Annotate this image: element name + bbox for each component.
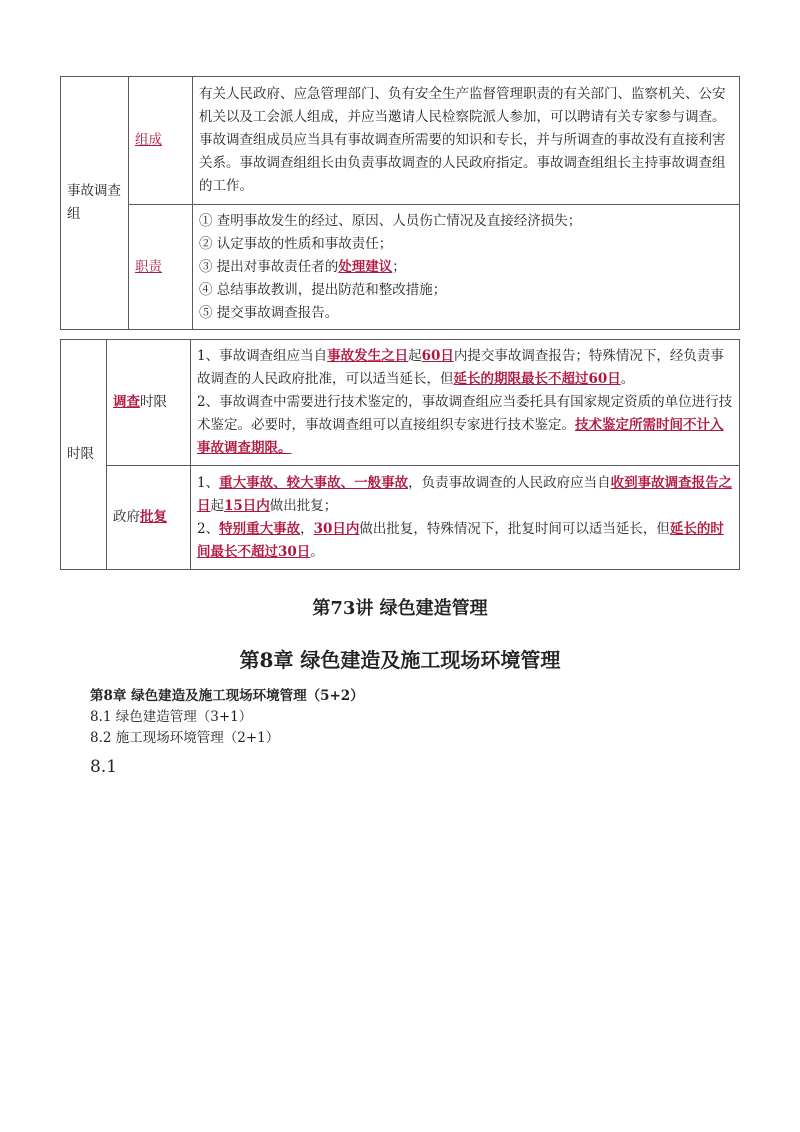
outline-current-section: 8.1: [90, 757, 118, 777]
text-run: 。: [620, 371, 635, 387]
investigation-limit-content: [191, 340, 740, 466]
emphasis-text: 特别重大事故: [219, 520, 301, 537]
text-run: 2、: [197, 520, 220, 537]
government-approval-content: [191, 466, 740, 570]
group-label: 时限: [67, 446, 94, 462]
emphasis-text: 30日内: [313, 520, 360, 537]
outline-item: 8.2 施工现场环境管理（2+1）: [90, 730, 280, 746]
text-run: 做出批复，特殊情况下，批复时间可以适当延长，但: [359, 520, 670, 537]
text-run: ③ 提出对事故责任者的: [199, 258, 339, 275]
emphasis-text: 调查: [113, 394, 140, 410]
duty-item: [199, 210, 733, 233]
emphasis-text: 延长的期限最长不超过60日: [453, 371, 621, 387]
duty-item: [199, 233, 733, 256]
emphasis-text: 重大事故、较大事故、一般事故: [219, 474, 409, 491]
text-run: ④ 总结事故教训，提出防范和整改措施；: [199, 281, 447, 298]
emphasis-text: 批复: [140, 509, 167, 525]
outline-item: 8.1 绿色建造管理（3+1）: [90, 709, 253, 725]
composition-content: [193, 77, 740, 205]
emphasis-text: 处理建议: [338, 258, 393, 275]
text-run: 。: [310, 543, 324, 560]
row-label-government-approval: [107, 466, 191, 570]
row-label-duties: 职责: [135, 258, 162, 275]
time-limit-table: [60, 339, 740, 570]
text-run: 政府: [113, 509, 140, 525]
text-run: ；: [392, 258, 406, 275]
text-run: ⑤ 提交事故调查报告。: [199, 304, 339, 321]
text-run: 内提交事故调查报告；特殊情况下，经负责事故调查的人民政府批准，可以适当延长，但: [197, 348, 724, 387]
text-run: 做出批复；: [269, 497, 338, 514]
text-run: 2、事故调查中需要进行技术鉴定的，事故调查组应当委托具有国家规定资质的单位进行技术鉴定。必要时，事故调查组可以直接组织专家进行技术鉴定。: [197, 394, 733, 433]
duty-item: [199, 302, 733, 325]
emphasis-text: 60日: [421, 348, 454, 364]
text-run: ① 查明事故发生的经过、原因、人员伤亡情况及直接经济损失；: [199, 212, 582, 229]
emphasis-text: 技术鉴定所需时间不计入事故调查期限。: [197, 417, 724, 456]
group-label: 事故调查组: [67, 183, 121, 222]
lecture-title: 第73讲 绿色建造管理: [312, 598, 488, 619]
text-run: 时限: [140, 394, 167, 410]
chapter-title: 第8章 绿色建造及施工现场环境管理: [239, 648, 561, 672]
text-run: ，: [300, 520, 314, 537]
group-cell: [61, 77, 129, 330]
emphasis-text: 事故发生之日: [327, 348, 409, 364]
row-label-composition: 组成: [135, 132, 162, 148]
text-run: ② 认定事故的性质和事故责任；: [199, 235, 393, 252]
duty-item: [199, 279, 733, 302]
outline: [90, 686, 364, 778]
text-run: 1、事故调查组应当自: [197, 348, 328, 364]
text-run: 起: [210, 497, 224, 514]
duty-item: [199, 256, 733, 279]
emphasis-text: 延长的时间最长不超过30日: [197, 520, 724, 560]
text-run: 1、: [197, 474, 220, 491]
duties-content: [193, 205, 740, 330]
group-cell: [61, 340, 107, 570]
row-label-cell: [129, 77, 193, 205]
emphasis-text: 收到事故调查报告之日: [197, 474, 733, 514]
investigation-team-table: [60, 76, 740, 330]
text-run: ，负责事故调查的人民政府应当自: [408, 474, 611, 491]
row-label-cell: [129, 205, 193, 330]
emphasis-text: 15日内: [224, 497, 270, 514]
row-label-investigation-limit: [107, 340, 191, 466]
text-run: 有关人民政府、应急管理部门、负有安全生产监督管理职责的有关部门、监察机关、公安机关以及工会派人组成，并应当邀请人民检察院派人参加，可以聘请有关专家参与调查。 事故调查组成员应当具有事故调查所需要的知识和专长，并与所调查的事故没有直接利害关系。事故调查组组长由负责事故调查的人民政府指定。事故调查组组长主持事故调查组的工作。: [199, 86, 726, 194]
outline-chapter: 第8章 绿色建造及施工现场环境管理（5+2）: [90, 688, 364, 704]
text-run: 起: [408, 348, 422, 364]
